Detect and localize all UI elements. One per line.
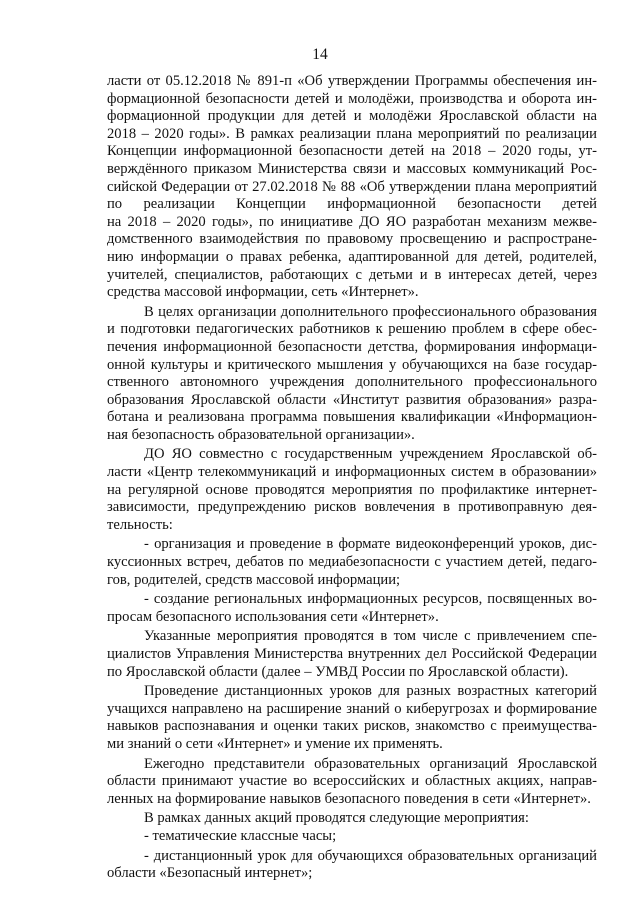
- text-line: домственного взаимодействия по правовому просвещению и распростране-: [107, 231, 597, 248]
- text-line: ми знаний о сети «Интернет» и умение их применять.: [107, 735, 443, 752]
- text-line: В целях организации дополнительного профессионального образования: [144, 303, 597, 320]
- text-line: Указанные мероприятия проводятся в том числе с привлечением спе-: [144, 628, 597, 645]
- text-line: - организация и проведение в формате видеоконференций уроков, дис-: [144, 536, 597, 553]
- text-line: на 2018 – 2020 годы», по инициативе ДО ЯО разработан механизм межве-: [107, 213, 597, 230]
- text-line: куссионных встреч, дебатов по медиабезопасности с участием детей, педаго-: [107, 554, 597, 571]
- text-line: учителей, специалистов, работающих с детьми и в интересах детей, через: [107, 266, 597, 283]
- text-line: гов, родителей, средств массовой информации;: [107, 571, 401, 588]
- text-line: - создание региональных информационных ресурсов, посвященных во-: [144, 591, 597, 608]
- text-line: средства массовой информации, сеть «Интернет».: [107, 284, 419, 301]
- text-line: ленных на формирование навыков безопасного поведения в сети «Интернет».: [107, 790, 591, 807]
- text-line: просам безопасного использования сети «Интернет».: [107, 608, 439, 625]
- text-line: ная безопасность образовательной организации».: [107, 426, 415, 443]
- text-line: Проведение дистанционных уроков для разных возрастных категорий: [144, 683, 597, 700]
- body-text: [107, 73, 597, 883]
- text-line: образования Ярославской области «Институт развития образования» разра-: [107, 391, 597, 408]
- text-line: ДО ЯО совместно с государственным учреждением Ярославской об-: [144, 446, 597, 463]
- text-line: ласти «Центр телекоммуникаций и информационных систем в образовании»: [107, 464, 597, 481]
- text-line: на регулярной основе проводятся мероприятия по профилактике интернет-: [107, 481, 597, 498]
- text-line: по Ярославской области (далее – УМВД России по Ярославской области).: [107, 663, 569, 680]
- text-line: зависимости, предупреждению рисков вовлечения в противоправную дея-: [107, 499, 597, 516]
- text-line: В рамках данных акций проводятся следующие мероприятия:: [144, 810, 529, 827]
- text-line: - дистанционный урок для обучающихся образовательных организаций: [144, 847, 597, 864]
- text-line: нию информации о правах ребенка, адаптированной для детей, родителей,: [107, 248, 597, 265]
- page-number: 14: [312, 46, 328, 63]
- text-line: 2018 – 2020 годы». В рамках реализации плана мероприятий по реализации: [107, 125, 597, 142]
- text-line: навыков распознавания и оценки таких рисков, знакомство с преимущества-: [107, 718, 597, 735]
- text-line: формационной продукции для детей и молодёжи Ярославской области на: [107, 108, 597, 125]
- text-line: и подготовки педагогических работников к решению проблем в сфере обес-: [107, 321, 597, 338]
- text-line: циалистов Управления Министерства внутренних дел Российской Федерации: [107, 646, 597, 662]
- text-line: печения информационной безопасности детства, формирования информаци-: [107, 338, 597, 355]
- text-line: - тематические классные часы;: [144, 827, 337, 844]
- text-line: ственного автономного учреждения дополнительного профессионального: [107, 374, 597, 391]
- text-line: ласти от 05.12.2018 № 891-п «Об утверждении Программы обеспечения ин-: [107, 73, 597, 89]
- text-line: области «Безопасный интернет»;: [107, 865, 313, 882]
- text-line: онной культуры и критического мышления у обучающихся на базе государ-: [107, 356, 597, 373]
- text-line: ботана и реализована программа повышения квалификации «Информацион-: [107, 409, 597, 426]
- text-line: тельность:: [107, 516, 173, 533]
- text-line: формационной безопасности детей и молодёжи, производства и оборота ин-: [107, 90, 597, 107]
- text-line: Концепции информационной безопасности детей на 2018 – 2020 годы, ут-: [107, 143, 597, 160]
- text-line: Ежегодно представители образовательных организаций Ярославской: [144, 755, 597, 772]
- text-line: сийской Федерации от 27.02.2018 № 88 «Об утверждении плана мероприятий: [107, 178, 597, 195]
- text-line: верждённого приказом Министерства связи и массовых коммуникаций Рос-: [107, 160, 597, 177]
- text-line: по реализации Концепции информационной безопасности детей: [107, 196, 597, 213]
- text-line: учащихся направлено на расширение знаний о киберугрозах и формирование: [107, 700, 597, 717]
- text-line: области принимают участие во всероссийских и областных акциях, направ-: [107, 773, 597, 790]
